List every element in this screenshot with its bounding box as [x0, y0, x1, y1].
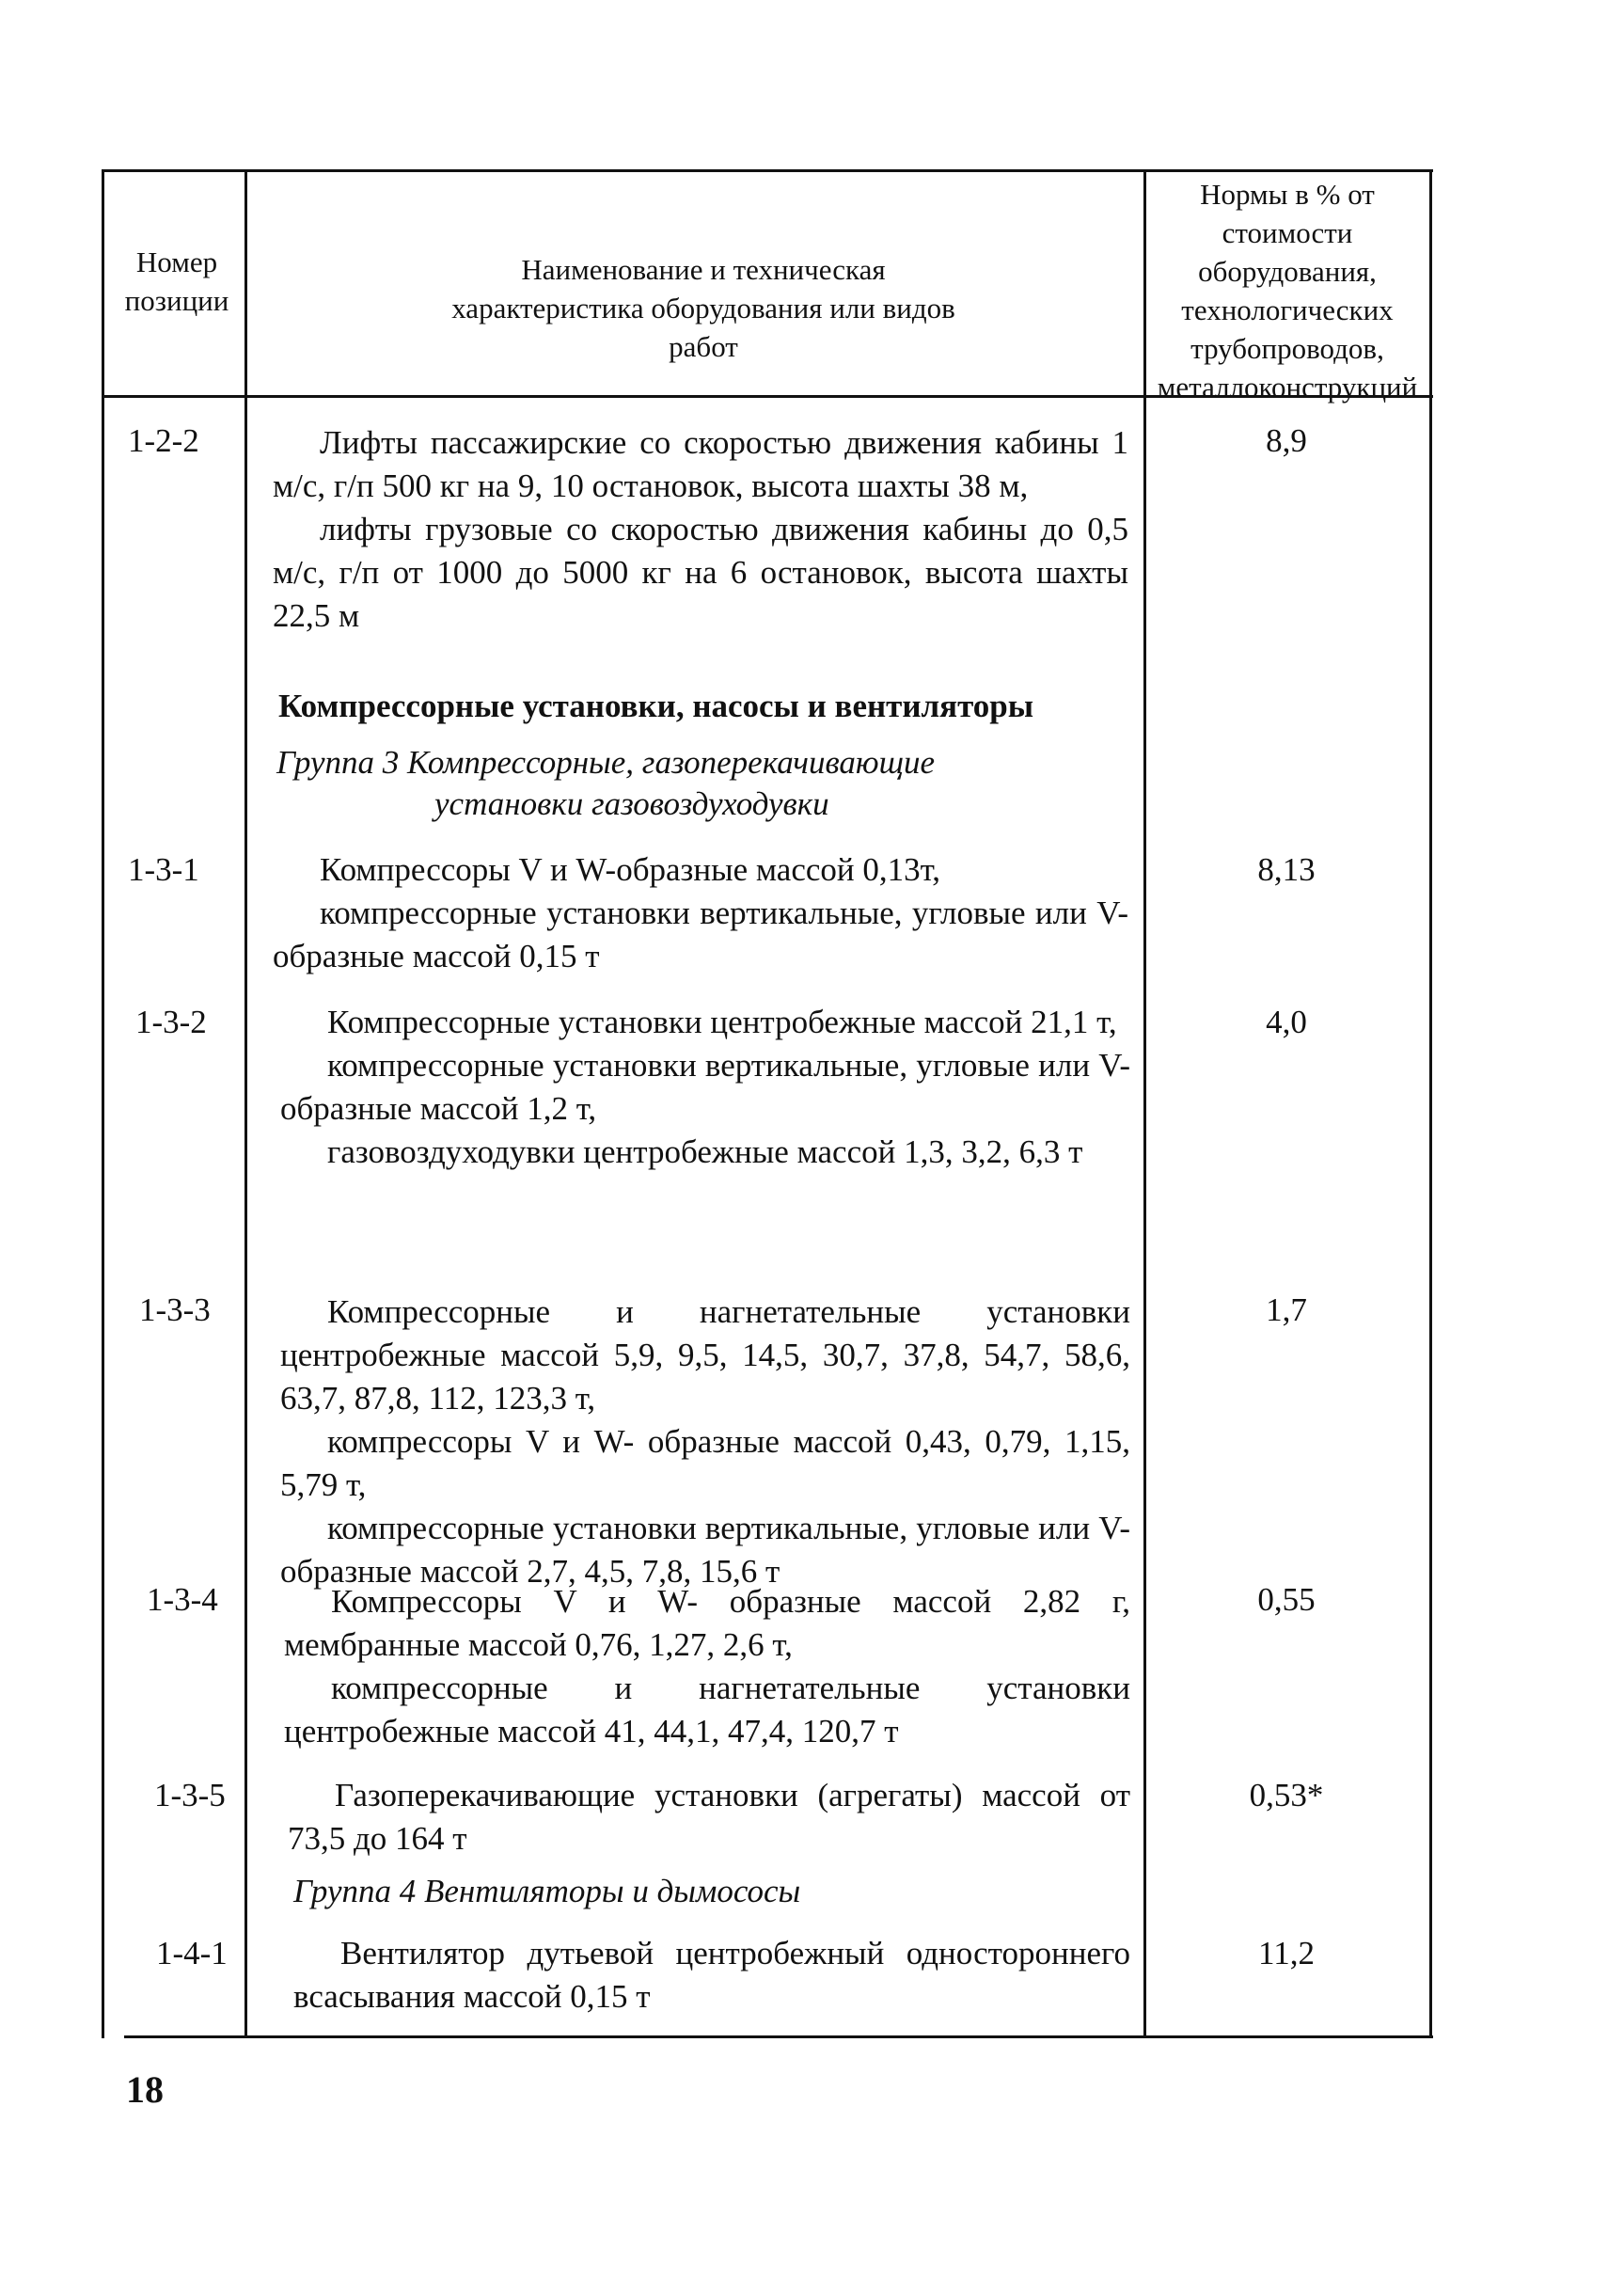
row-norm-value: 8,9 — [1266, 422, 1307, 459]
row-number: 1-3-3 — [139, 1291, 211, 1328]
table-left-border — [102, 169, 104, 2038]
row-description — [280, 1001, 1130, 1174]
row-description — [280, 1291, 1130, 1593]
row-paragraph: лифты грузовые со скоростью движения кабины до 0,5 м/с, г/п от 1000 до 5000 кг на 6 остановок, высота шахты 22,5 м — [273, 511, 1128, 634]
column-divider-1 — [244, 169, 247, 2038]
row-number: 1-3-5 — [154, 1777, 226, 1813]
row-paragraph: компрессорные установки вертикальные, угловые или V- образные массой 0,15 т — [273, 895, 1128, 974]
table-right-border — [1429, 169, 1432, 2038]
row-paragraph: компрессорные и нагнетательные установки центробежные массой 41, 44,1, 47,4, 120,7 т — [284, 1670, 1130, 1750]
row-norm-value: 1,7 — [1266, 1291, 1307, 1328]
row-description — [273, 848, 1128, 978]
row-norm-value: 4,0 — [1266, 1004, 1307, 1040]
header-name-description: Наименование и техническая характеристика оборудования или видов работ — [451, 253, 955, 363]
row-paragraph: Вентилятор дутьевой центробежный одностороннего всасывания массой 0,15 т — [293, 1935, 1130, 2015]
row-norm-value: 0,53* — [1249, 1777, 1324, 1813]
row-paragraph: Компрессорные установки центробежные массой 21,1 т, — [327, 1004, 1117, 1040]
row-number: 1-2-2 — [128, 422, 199, 459]
header-norms-percent: Нормы в % от стоимости оборудования, технологических трубопроводов, металлоконструкций — [1157, 178, 1418, 404]
norms-table — [102, 169, 1433, 2038]
row-number: 1-4-1 — [156, 1935, 228, 1971]
row-number: 1-3-1 — [128, 851, 199, 888]
table-bottom-border — [124, 2035, 1433, 2038]
row-paragraph: компрессорные установки вертикальные, угловые или V- образные массой 1,2 т, — [280, 1047, 1130, 1127]
row-paragraph: Лифты пассажирские со скоростью движения кабины 1 м/с, г/п 500 кг на 9, 10 остановок, высота шахты 38 м, — [273, 424, 1128, 504]
row-norm-value: 8,13 — [1257, 851, 1316, 888]
group-3-heading-line2: установки газовоздуходувки — [434, 785, 829, 822]
row-norm-value: 0,55 — [1257, 1581, 1316, 1618]
row-paragraph: Газоперекачивающие установки (агрегаты) массой от 73,5 до 164 т — [288, 1777, 1130, 1857]
section-title: Компрессорные установки, насосы и вентиляторы — [278, 688, 1034, 724]
row-paragraph: газовоздуходувки центробежные массой 1,3, 3,2, 6,3 т — [327, 1133, 1083, 1170]
row-description — [273, 421, 1128, 638]
row-paragraph: Компрессорные и нагнетательные установки центробежные массой 5,9, 9,5, 14,5, 30,7, 37,8, 54,7, 58,6, 63,7, 87,8, 112, 123,3 т, — [280, 1293, 1130, 1417]
page-number: 18 — [126, 2068, 164, 2111]
group-4-heading: Группа 4 Вентиляторы и дымососы — [293, 1873, 801, 1909]
group-3-heading-line1: Группа 3 Компрессорные, газоперекачивающие — [276, 744, 936, 781]
row-description — [288, 1774, 1130, 1861]
row-paragraph: Компрессоры V и W- образные массой 2,82 г, мембранные массой 0,76, 1,27, 2,6 т, — [284, 1583, 1130, 1663]
row-description — [293, 1932, 1130, 2019]
header-position-number: Номер позиции — [124, 245, 229, 317]
row-paragraph: компрессоры V и W- образные массой 0,43, 0,79, 1,15, 5,79 т, — [280, 1423, 1130, 1503]
row-norm-value: 11,2 — [1258, 1935, 1315, 1971]
table-top-border — [102, 169, 1433, 172]
row-paragraph: Компрессоры V и W-образные массой 0,13т, — [320, 851, 941, 888]
row-number: 1-3-4 — [147, 1581, 218, 1618]
row-paragraph: компрессорные установки вертикальные, угловые или V- образные массой 2,7, 4,5, 7,8, 15,6 т — [280, 1510, 1130, 1590]
row-description — [284, 1580, 1130, 1753]
row-number: 1-3-2 — [135, 1004, 207, 1040]
